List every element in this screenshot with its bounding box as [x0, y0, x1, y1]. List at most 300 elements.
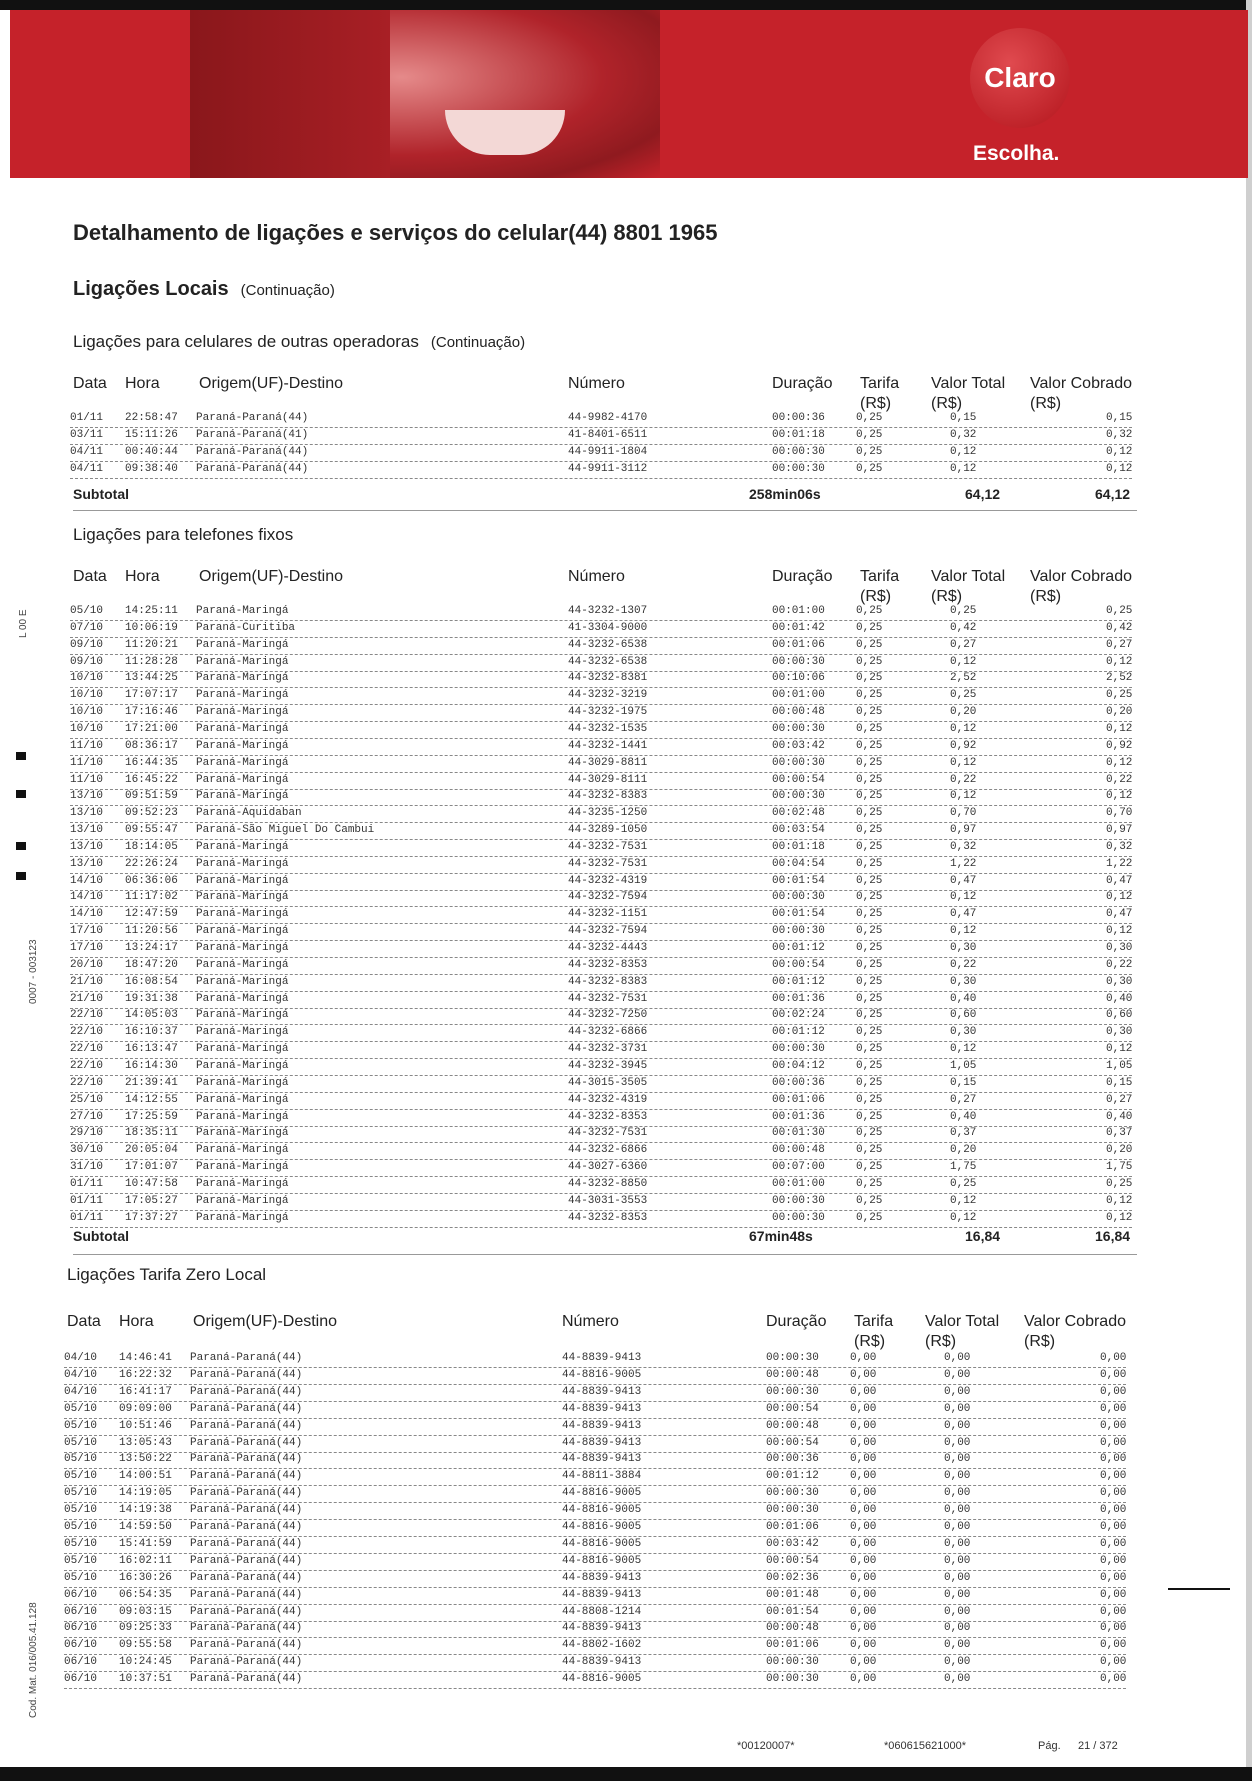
call-row [64, 1451, 1126, 1469]
cell-duracao: 00:00:48 [766, 1369, 819, 1381]
cell-tarifa: 0,25 [856, 1009, 883, 1021]
footer-page-label: Pág. [1038, 1740, 1061, 1752]
cell-data: 06/10 [64, 1673, 98, 1685]
cell-duracao: 00:03:42 [772, 740, 825, 752]
cell-numero: 44-3232-3731 [568, 1043, 648, 1055]
cell-valor-total: 1,75 [950, 1161, 977, 1173]
brand-slogan: Escolha. [973, 142, 1060, 165]
subtotal-valor-total: 64,12 [965, 486, 1001, 502]
cell-tarifa: 0,25 [856, 672, 883, 684]
cell-duracao: 00:00:30 [772, 757, 825, 769]
cell-valor-total: 0,00 [944, 1453, 971, 1465]
cell-duracao: 00:00:54 [766, 1403, 819, 1415]
cell-valor-cobrado: 0,15 [1106, 1077, 1133, 1089]
cell-tarifa: 0,25 [856, 858, 883, 870]
cell-valor-total: 0,25 [950, 605, 977, 617]
call-row [64, 1350, 1126, 1368]
cell-numero: 44-3232-7531 [568, 1127, 648, 1139]
cell-hora: 19:31:38 [125, 993, 178, 1005]
cell-duracao: 00:00:30 [772, 463, 825, 475]
cell-data: 25/10 [70, 1094, 104, 1106]
cell-hora: 14:05:03 [125, 1009, 178, 1021]
cell-data: 05/10 [64, 1504, 98, 1516]
cell-origem: Paraná-Maringá [196, 1127, 289, 1139]
cell-numero: 44-3232-8383 [568, 976, 648, 988]
cell-tarifa: 0,25 [856, 757, 883, 769]
cell-valor-cobrado: 0,12 [1106, 891, 1133, 903]
subtotal-label: Subtotal [73, 1228, 129, 1244]
cell-origem: Paraná-Paraná(44) [190, 1420, 303, 1432]
col-header-data: Data [67, 1313, 101, 1330]
cell-hora: 06:54:35 [119, 1589, 172, 1601]
scan-mark [16, 790, 26, 798]
cell-origem: Paraná-Maringá [196, 841, 289, 853]
cell-valor-total: 0,00 [944, 1487, 971, 1499]
section-divider [73, 1254, 1137, 1255]
cell-valor-cobrado: 0,12 [1106, 656, 1133, 668]
group-title-text: Ligações Tarifa Zero Local [67, 1265, 267, 1284]
cell-hora: 17:01:07 [125, 1161, 178, 1173]
call-row [70, 906, 1132, 924]
col-header-valor-total: Valor Total (R$) [925, 1313, 1000, 1350]
call-row [70, 637, 1132, 655]
cell-origem: Paraná-Maringá [196, 656, 289, 668]
cell-data: 20/10 [70, 959, 104, 971]
cell-data: 10/10 [70, 723, 104, 735]
cell-origem: Paraná-Paraná(41) [196, 429, 309, 441]
cell-valor-cobrado: 0,20 [1106, 706, 1133, 718]
cell-numero: 44-3232-4319 [568, 1094, 648, 1106]
cell-numero: 44-8816-9005 [562, 1487, 642, 1499]
cell-numero: 44-3232-8353 [568, 1212, 648, 1224]
cell-origem: Paraná-Maringá [196, 672, 289, 684]
cell-duracao: 00:00:30 [772, 891, 825, 903]
cell-valor-total: 0,00 [944, 1352, 971, 1364]
cell-data: 11/10 [70, 740, 104, 752]
cell-valor-cobrado: 0,92 [1106, 740, 1133, 752]
cell-tarifa: 0,00 [850, 1538, 877, 1550]
call-row [64, 1485, 1126, 1503]
cell-tarifa: 0,25 [856, 1178, 883, 1190]
cell-data: 17/10 [70, 942, 104, 954]
cell-tarifa: 0,25 [856, 891, 883, 903]
col-header-tarifa: Tarifa (R$) [860, 375, 900, 412]
cell-origem: Paraná-Maringá [196, 740, 289, 752]
scan-mark [16, 752, 26, 760]
cell-data: 30/10 [70, 1144, 104, 1156]
group-note: (Continuação) [430, 334, 526, 351]
cell-data: 05/10 [64, 1555, 98, 1567]
cell-tarifa: 0,25 [856, 463, 883, 475]
call-row [64, 1570, 1126, 1588]
cell-valor-cobrado: 0,00 [1100, 1352, 1127, 1364]
cell-hora: 16:14:30 [125, 1060, 178, 1072]
cell-duracao: 00:00:54 [766, 1555, 819, 1567]
cell-valor-total: 0,00 [944, 1386, 971, 1398]
scan-mark [16, 872, 26, 880]
cell-tarifa: 0,00 [850, 1622, 877, 1634]
cell-valor-cobrado: 0,30 [1106, 942, 1133, 954]
call-row [70, 805, 1132, 823]
call-row [64, 1418, 1126, 1436]
cell-data: 04/11 [70, 446, 104, 458]
cell-numero: 44-8816-9005 [562, 1555, 642, 1567]
cell-numero: 44-8816-9005 [562, 1673, 642, 1685]
section-title-text: Ligações Locais [73, 278, 229, 300]
cell-tarifa: 0,25 [856, 824, 883, 836]
cell-duracao: 00:01:06 [766, 1639, 819, 1651]
cell-valor-cobrado: 0,25 [1106, 689, 1133, 701]
cell-valor-total: 0,00 [944, 1538, 971, 1550]
cell-numero: 44-3232-3945 [568, 1060, 648, 1072]
cell-duracao: 00:01:36 [772, 993, 825, 1005]
cell-valor-cobrado: 0,97 [1106, 824, 1133, 836]
cell-origem: Paraná-Paraná(44) [196, 446, 309, 458]
cell-origem: Paraná-Maringá [196, 891, 289, 903]
cell-valor-cobrado: 0,40 [1106, 1111, 1133, 1123]
call-row [70, 1058, 1132, 1076]
cell-tarifa: 0,25 [856, 959, 883, 971]
cell-duracao: 00:01:00 [772, 689, 825, 701]
cell-valor-cobrado: 0,00 [1100, 1538, 1127, 1550]
cell-duracao: 00:07:00 [772, 1161, 825, 1173]
cell-numero: 44-8839-9413 [562, 1420, 642, 1432]
cell-numero: 44-3232-6538 [568, 656, 648, 668]
cell-tarifa: 0,25 [856, 706, 883, 718]
cell-hora: 11:28:28 [125, 656, 178, 668]
call-row [70, 788, 1132, 806]
cell-valor-total: 0,40 [950, 1111, 977, 1123]
cell-data: 09/10 [70, 656, 104, 668]
cell-origem: Paraná-Maringá [196, 706, 289, 718]
cell-origem: Paraná-Paraná(44) [190, 1673, 303, 1685]
cell-data: 05/10 [64, 1403, 98, 1415]
cell-duracao: 00:10:06 [772, 672, 825, 684]
footer-page-number: 21 / 372 [1078, 1740, 1118, 1752]
cell-valor-cobrado: 0,20 [1106, 1144, 1133, 1156]
cell-data: 13/10 [70, 841, 104, 853]
call-row [70, 1193, 1132, 1211]
cell-origem: Paraná-Paraná(44) [190, 1521, 303, 1533]
cell-origem: Paraná-Maringá [196, 1094, 289, 1106]
cell-data: 14/10 [70, 908, 104, 920]
cell-numero: 44-3232-6866 [568, 1144, 648, 1156]
cell-valor-total: 0,22 [950, 774, 977, 786]
cell-duracao: 00:00:30 [772, 446, 825, 458]
cell-numero: 44-3232-1441 [568, 740, 648, 752]
cell-data: 22/10 [70, 1077, 104, 1089]
cell-data: 13/10 [70, 824, 104, 836]
cell-valor-total: 0,22 [950, 959, 977, 971]
cell-valor-cobrado: 1,05 [1106, 1060, 1133, 1072]
cell-data: 01/11 [70, 1195, 104, 1207]
cell-data: 05/10 [64, 1572, 98, 1584]
cell-hora: 22:26:24 [125, 858, 178, 870]
call-row [64, 1637, 1126, 1655]
cell-hora: 15:11:26 [125, 429, 178, 441]
cell-hora: 18:35:11 [125, 1127, 178, 1139]
cell-data: 05/10 [64, 1470, 98, 1482]
cell-hora: 09:51:59 [125, 790, 178, 802]
group-title [73, 332, 525, 352]
cell-origem: Paraná-Paraná(44) [190, 1470, 303, 1482]
cell-tarifa: 0,25 [856, 622, 883, 634]
cell-origem: Paraná-Maringá [196, 639, 289, 651]
cell-data: 31/10 [70, 1161, 104, 1173]
cell-data: 13/10 [70, 858, 104, 870]
cell-data: 22/10 [70, 1060, 104, 1072]
cell-hora: 13:24:17 [125, 942, 178, 954]
cell-hora: 16:10:37 [125, 1026, 178, 1038]
cell-tarifa: 0,00 [850, 1589, 877, 1601]
cell-origem: Paraná-Paraná(44) [190, 1437, 303, 1449]
col-header-valor-total: Valor Total (R$) [931, 568, 1006, 605]
cell-data: 05/10 [64, 1453, 98, 1465]
call-row [70, 1092, 1132, 1110]
cell-valor-total: 0,47 [950, 908, 977, 920]
cell-origem: Paraná-Maringá [196, 858, 289, 870]
cell-hora: 09:52:23 [125, 807, 178, 819]
cell-origem: Paraná-Maringá [196, 1144, 289, 1156]
scan-dash [1168, 1588, 1230, 1590]
call-row [70, 620, 1132, 638]
subtotal-duracao: 258min06s [749, 486, 821, 502]
cell-valor-cobrado: 0,00 [1100, 1521, 1127, 1533]
call-row [70, 738, 1132, 756]
cell-valor-total: 1,22 [950, 858, 977, 870]
cell-origem: Paraná-Maringá [196, 1178, 289, 1190]
cell-duracao: 00:00:30 [772, 723, 825, 735]
col-header-data: Data [73, 568, 107, 585]
call-row [64, 1519, 1126, 1537]
subtotal-valor-cobrado: 16,84 [1095, 1228, 1131, 1244]
cell-tarifa: 0,25 [856, 639, 883, 651]
cell-numero: 44-9982-4170 [568, 412, 648, 424]
cell-valor-total: 0,15 [950, 1077, 977, 1089]
cell-valor-cobrado: 0,27 [1106, 639, 1133, 651]
cell-valor-total: 0,12 [950, 723, 977, 735]
cell-hora: 09:38:40 [125, 463, 178, 475]
cell-valor-cobrado: 1,75 [1106, 1161, 1133, 1173]
call-row [70, 1024, 1132, 1042]
col-header-hora: Hora [125, 375, 160, 392]
cell-duracao: 00:00:30 [772, 1212, 825, 1224]
cell-numero: 44-3232-8353 [568, 959, 648, 971]
cell-valor-total: 0,42 [950, 622, 977, 634]
cell-duracao: 00:01:54 [772, 908, 825, 920]
cell-valor-cobrado: 0,30 [1106, 1026, 1133, 1038]
cell-valor-total: 0,20 [950, 706, 977, 718]
cell-duracao: 00:00:30 [766, 1656, 819, 1668]
cell-tarifa: 0,25 [856, 605, 883, 617]
cell-valor-cobrado: 0,00 [1100, 1673, 1127, 1685]
cell-valor-cobrado: 0,00 [1100, 1622, 1127, 1634]
cell-data: 03/11 [70, 429, 104, 441]
cell-duracao: 00:01:06 [772, 1094, 825, 1106]
cell-tarifa: 0,00 [850, 1606, 877, 1618]
subtotal-valor-cobrado: 64,12 [1095, 486, 1131, 502]
cell-origem: Paraná-Maringá [196, 925, 289, 937]
cell-numero: 44-8839-9413 [562, 1403, 642, 1415]
cell-data: 06/10 [64, 1656, 98, 1668]
cell-valor-total: 0,70 [950, 807, 977, 819]
cell-valor-cobrado: 1,22 [1106, 858, 1133, 870]
cell-hora: 09:55:47 [125, 824, 178, 836]
cell-valor-cobrado: 0,00 [1100, 1606, 1127, 1618]
cell-data: 11/10 [70, 774, 104, 786]
cell-data: 06/10 [64, 1639, 98, 1651]
cell-valor-cobrado: 0,37 [1106, 1127, 1133, 1139]
cell-duracao: 00:01:12 [772, 1026, 825, 1038]
cell-duracao: 00:01:18 [772, 429, 825, 441]
cell-hora: 18:14:05 [125, 841, 178, 853]
cell-data: 06/10 [64, 1589, 98, 1601]
cell-valor-total: 0,30 [950, 1026, 977, 1038]
cell-numero: 44-9911-3112 [568, 463, 648, 475]
cell-duracao: 00:00:30 [772, 1043, 825, 1055]
cell-valor-total: 0,12 [950, 1212, 977, 1224]
cell-duracao: 00:00:30 [766, 1504, 819, 1516]
cell-hora: 09:25:33 [119, 1622, 172, 1634]
cell-hora: 10:37:51 [119, 1673, 172, 1685]
cell-numero: 44-3232-3219 [568, 689, 648, 701]
cell-valor-total: 0,47 [950, 875, 977, 887]
cell-data: 13/10 [70, 807, 104, 819]
cell-duracao: 00:00:30 [766, 1487, 819, 1499]
cell-origem: Paraná-Paraná(44) [196, 463, 309, 475]
cell-data: 05/10 [64, 1437, 98, 1449]
cell-valor-cobrado: 0,00 [1100, 1639, 1127, 1651]
cell-numero: 44-3015-3505 [568, 1077, 648, 1089]
cell-origem: Paraná-Maringá [196, 1026, 289, 1038]
cell-duracao: 00:01:12 [772, 976, 825, 988]
cell-data: 05/10 [64, 1420, 98, 1432]
cell-duracao: 00:00:30 [772, 1195, 825, 1207]
cell-origem: Paraná-Maringá [196, 976, 289, 988]
cell-tarifa: 0,25 [856, 1144, 883, 1156]
cell-tarifa: 0,25 [856, 1127, 883, 1139]
group-title-text: Ligações para telefones fixos [73, 525, 294, 544]
cell-origem: Paraná-Curitiba [196, 622, 296, 634]
cell-tarifa: 0,25 [856, 841, 883, 853]
col-header-tarifa: Tarifa (R$) [854, 1313, 894, 1350]
call-row [64, 1553, 1126, 1571]
cell-valor-total: 0,12 [950, 1195, 977, 1207]
cell-hora: 16:02:11 [119, 1555, 172, 1567]
cell-duracao: 00:01:42 [772, 622, 825, 634]
cell-numero: 44-3029-8811 [568, 757, 648, 769]
scan-bottom-edge [0, 1767, 1252, 1781]
call-row [70, 603, 1132, 621]
cell-valor-cobrado: 0,00 [1100, 1656, 1127, 1668]
cell-valor-cobrado: 0,70 [1106, 807, 1133, 819]
cell-duracao: 00:00:30 [772, 790, 825, 802]
cell-hora: 08:36:17 [125, 740, 178, 752]
cell-hora: 16:30:26 [119, 1572, 172, 1584]
cell-duracao: 00:00:48 [772, 706, 825, 718]
cell-origem: Paraná-Maringá [196, 1077, 289, 1089]
col-header-origem: Origem(UF)-Destino [199, 568, 344, 585]
cell-duracao: 00:01:06 [772, 639, 825, 651]
cell-tarifa: 0,25 [856, 976, 883, 988]
cell-data: 05/10 [64, 1538, 98, 1550]
cell-valor-total: 0,00 [944, 1622, 971, 1634]
cell-tarifa: 0,00 [850, 1572, 877, 1584]
cell-valor-cobrado: 0,22 [1106, 774, 1133, 786]
cell-duracao: 00:01:00 [772, 1178, 825, 1190]
cell-hora: 13:50:22 [119, 1453, 172, 1465]
call-row [70, 940, 1132, 958]
call-row [70, 1125, 1132, 1143]
cell-data: 04/10 [64, 1352, 98, 1364]
cell-numero: 44-8816-9005 [562, 1538, 642, 1550]
cell-duracao: 00:00:36 [766, 1453, 819, 1465]
cell-origem: Paraná-Maringá [196, 689, 289, 701]
cell-origem: Paraná-Paraná(44) [196, 412, 309, 424]
call-row [70, 461, 1132, 479]
cell-valor-total: 0,00 [944, 1369, 971, 1381]
cell-data: 09/10 [70, 639, 104, 651]
cell-origem: Paraná-Paraná(44) [190, 1352, 303, 1364]
cell-valor-total: 0,12 [950, 1043, 977, 1055]
cell-data: 05/10 [70, 605, 104, 617]
cell-tarifa: 0,25 [856, 429, 883, 441]
call-row [70, 410, 1132, 428]
cell-origem: Paraná-Maringá [196, 875, 289, 887]
cell-tarifa: 0,25 [856, 723, 883, 735]
cell-valor-total: 0,00 [944, 1403, 971, 1415]
cell-numero: 41-3304-9000 [568, 622, 648, 634]
side-code-bottom: Cod. Mat. 016/005.41.128 [28, 1602, 39, 1718]
cell-valor-total: 0,25 [950, 689, 977, 701]
call-row [64, 1587, 1126, 1605]
side-code-top: L 00 E [18, 609, 29, 638]
cell-origem: Paraná-Paraná(44) [190, 1606, 303, 1618]
cell-hora: 17:37:27 [125, 1212, 178, 1224]
cell-tarifa: 0,00 [850, 1369, 877, 1381]
cell-duracao: 00:00:36 [772, 412, 825, 424]
cell-numero: 44-8811-3884 [562, 1470, 642, 1482]
cell-hora: 16:13:47 [125, 1043, 178, 1055]
cell-numero: 44-3031-3553 [568, 1195, 648, 1207]
cell-valor-cobrado: 0,12 [1106, 1212, 1133, 1224]
cell-data: 01/11 [70, 1178, 104, 1190]
col-header-origem: Origem(UF)-Destino [193, 1313, 338, 1330]
cell-data: 07/10 [70, 622, 104, 634]
subtotal-valor-total: 16,84 [965, 1228, 1001, 1244]
cell-origem: Paraná-Paraná(44) [190, 1369, 303, 1381]
cell-numero: 44-3232-7531 [568, 841, 648, 853]
col-header-data: Data [73, 375, 107, 392]
cell-tarifa: 0,25 [856, 1077, 883, 1089]
cell-tarifa: 0,00 [850, 1504, 877, 1516]
cell-valor-cobrado: 0,12 [1106, 723, 1133, 735]
cell-numero: 44-8816-9005 [562, 1504, 642, 1516]
cell-valor-total: 0,00 [944, 1639, 971, 1651]
cell-valor-total: 0,00 [944, 1504, 971, 1516]
call-row [70, 1041, 1132, 1059]
cell-hora: 14:00:51 [119, 1470, 172, 1482]
cell-valor-cobrado: 0,00 [1100, 1403, 1127, 1415]
cell-numero: 44-8839-9413 [562, 1656, 642, 1668]
cell-duracao: 00:02:48 [772, 807, 825, 819]
cell-numero: 44-3232-8381 [568, 672, 648, 684]
cell-valor-cobrado: 0,12 [1106, 446, 1133, 458]
call-row [70, 974, 1132, 992]
cell-tarifa: 0,25 [856, 807, 883, 819]
cell-numero: 44-3232-1307 [568, 605, 648, 617]
call-row [70, 889, 1132, 907]
